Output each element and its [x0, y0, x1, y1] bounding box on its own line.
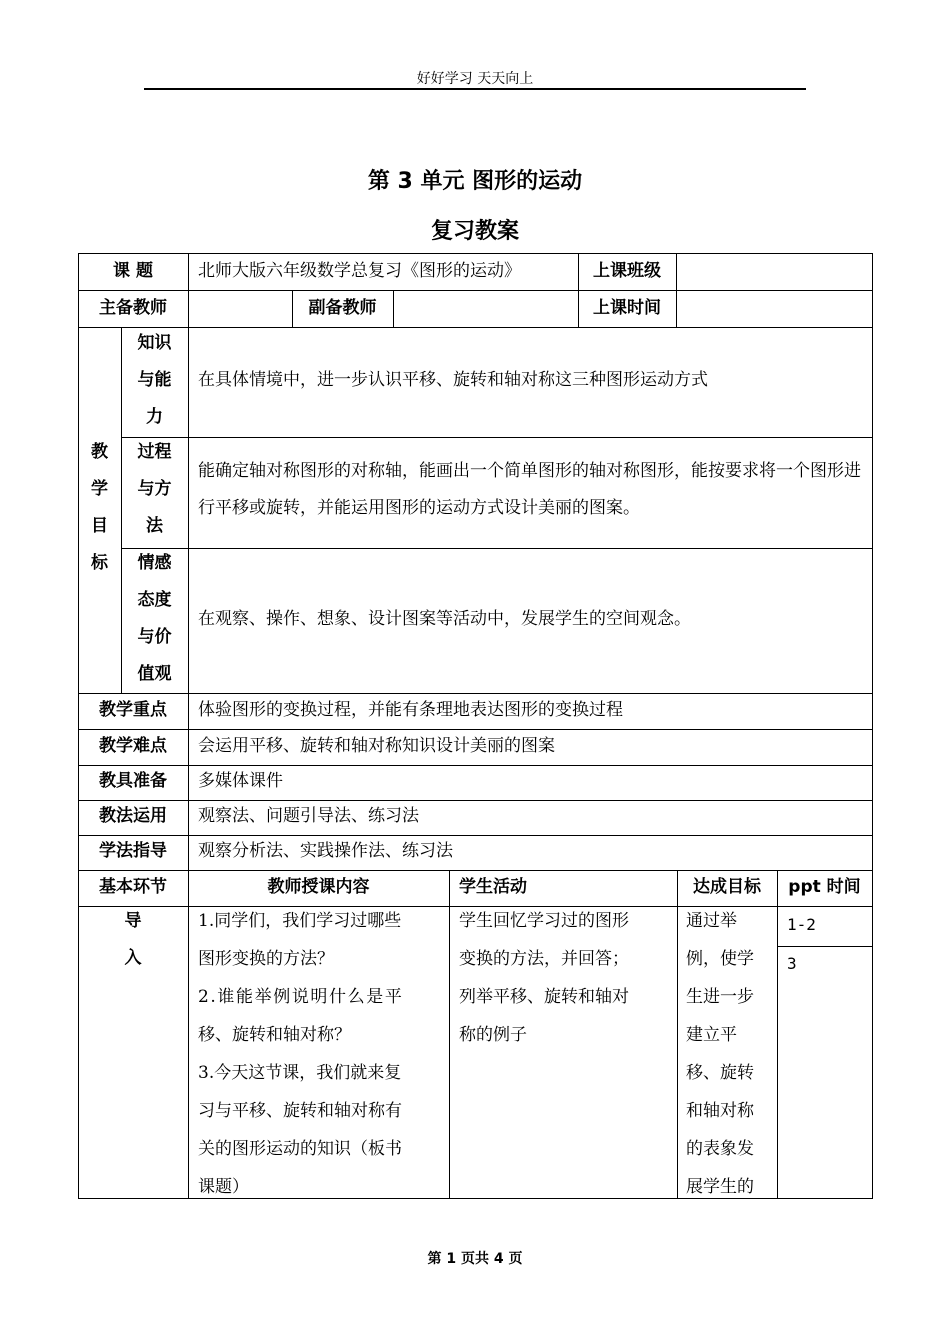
- learning-method-label: 学法指导: [99, 841, 167, 861]
- main-teacher-label: 主备教师: [99, 298, 167, 318]
- page-number: 第 1 页共 4 页: [427, 1251, 523, 1267]
- topic-value: 北师大版六年级数学总复习《图形的运动》: [198, 261, 521, 281]
- student-activity: 学生回忆学习过的图形 变换的方法，并回答； 列举平移、旋转和轴对 称的例子: [459, 911, 629, 1045]
- header-student-activity: 学生活动: [459, 877, 527, 897]
- teaching-method-label: 教法运用: [99, 806, 167, 826]
- materials-label: 教具准备: [99, 771, 167, 791]
- assistant-teacher-label: 副备教师: [308, 298, 377, 318]
- document-title: 第 3 单元 图形的运动: [367, 169, 583, 194]
- teacher-content: 1.同学们，我们学习过哪些 图形变换的方法？ 2.谁能举例说明什么是平 移、旋转和轴对称？ 3.今天这节课，我们就来复 习与平移、旋转和轴对称有 关的图形运动的知识（板书 课题）: [198, 911, 404, 1197]
- learning-method-value: 观察分析法、实践操作法、练习法: [198, 841, 453, 861]
- objective-process-label: 过程 与方 法: [137, 442, 172, 536]
- objective-knowledge-label: 知识 与能 力: [137, 333, 172, 427]
- objectives-label: 教 学 目 标: [91, 442, 108, 573]
- class-label: 上课班级: [593, 261, 661, 281]
- topic-label: 课 题: [113, 261, 153, 281]
- objective-process-text: 能确定轴对称图形的对称轴，能画出一个简单图形的轴对称图形，能按要求将一个图形进行平移或旋转，并能运用图形的运动方式设计美丽的图案。: [198, 461, 861, 518]
- objective-attitude-text: 在观察、操作、想象、设计图案等活动中，发展学生的空间观念。: [198, 609, 691, 629]
- key-point-label: 教学重点: [99, 700, 167, 720]
- ppt-time-2: 3: [787, 954, 797, 973]
- objective-attitude-label: 情感 态度 与价 值观: [137, 553, 172, 684]
- header-ppt-time: ppt 时间: [788, 877, 861, 897]
- key-point-value: 体验图形的变换过程，并能有条理地表达图形的变换过程: [198, 700, 623, 720]
- goal-content: 通过举 例，使学 生进一步 建立平 移、旋转 和轴对称 的表象发 展学生的: [686, 911, 754, 1197]
- header-teacher-content: 教师授课内容: [267, 877, 370, 897]
- header-stage: 基本环节: [99, 877, 167, 897]
- difficulty-value: 会运用平移、旋转和轴对称知识设计美丽的图案: [198, 736, 555, 756]
- difficulty-label: 教学难点: [99, 736, 167, 756]
- header-goal: 达成目标: [693, 877, 761, 897]
- materials-value: 多媒体课件: [198, 771, 283, 791]
- header-divider: [144, 88, 806, 90]
- ppt-time-1: 1-2: [787, 915, 816, 934]
- objective-knowledge-text: 在具体情境中，进一步认识平移、旋转和轴对称这三种图形运动方式: [198, 370, 708, 390]
- stage-intro: 导 入: [124, 911, 142, 968]
- document-subtitle: 复习教案: [430, 219, 519, 244]
- teaching-method-value: 观察法、问题引导法、练习法: [198, 806, 419, 826]
- page-header-slogan: 好好学习 天天向上: [416, 71, 534, 87]
- time-label: 上课时间: [593, 298, 661, 318]
